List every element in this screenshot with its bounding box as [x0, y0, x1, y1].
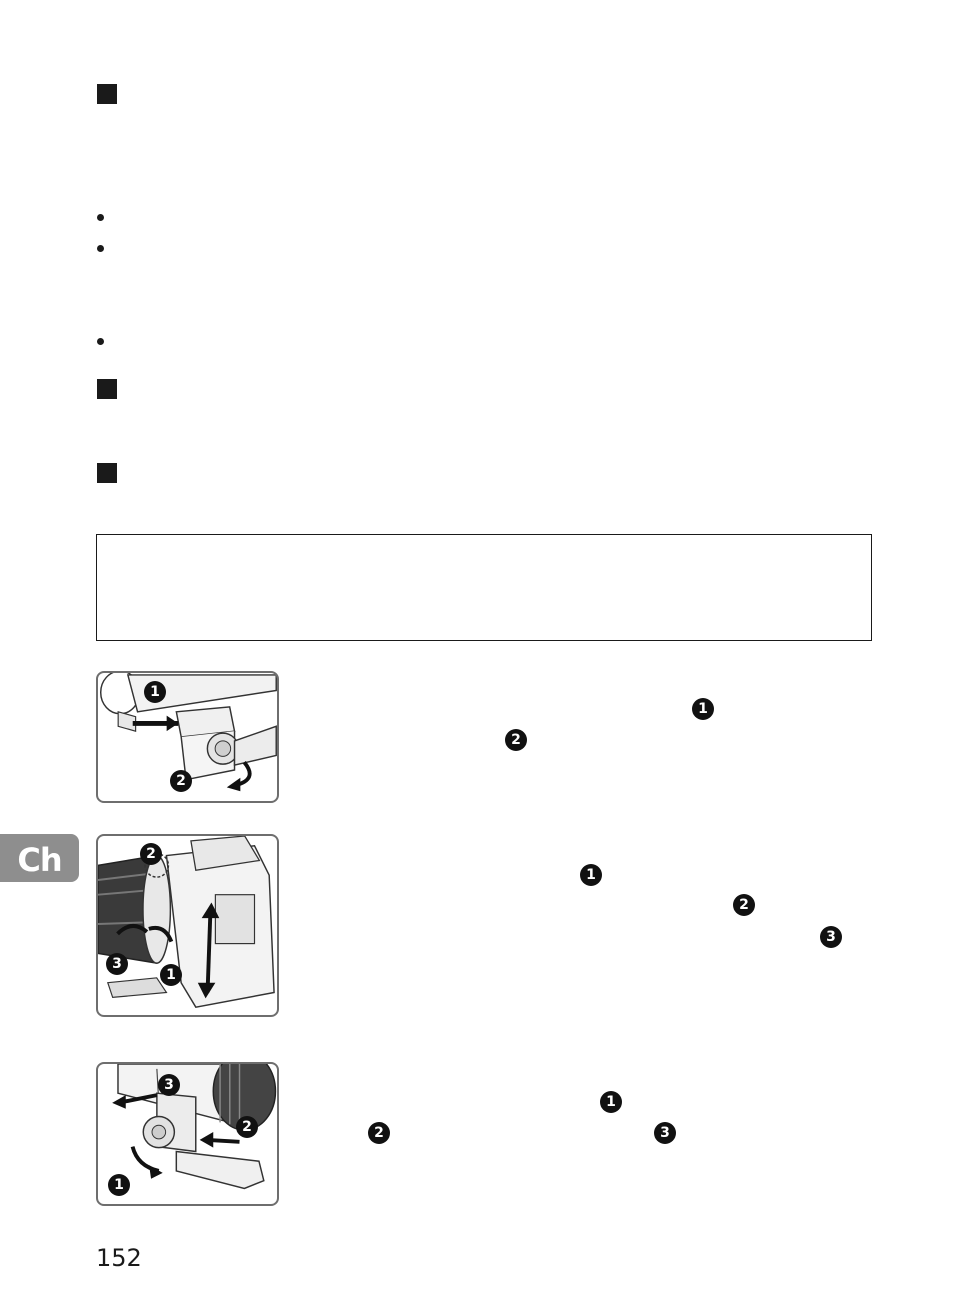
step-marker: 2	[170, 770, 192, 792]
camera-body-illustration	[98, 836, 277, 1015]
step-marker: 2	[236, 1116, 258, 1138]
text-step-marker: 1	[600, 1091, 622, 1113]
text-step-marker: 2	[368, 1122, 390, 1144]
section-marker-square	[97, 463, 117, 483]
figure-attach-tripod-foot	[96, 671, 279, 803]
note-box	[96, 534, 872, 641]
text-step-marker: 2	[505, 729, 527, 751]
section-marker-square	[97, 379, 117, 399]
step-marker: 3	[106, 953, 128, 975]
step-marker: 1	[144, 681, 166, 703]
list-bullet	[97, 245, 104, 252]
page-number: 152	[96, 1244, 142, 1272]
step-marker: 1	[160, 964, 182, 986]
step-marker: 2	[140, 843, 162, 865]
list-bullet	[97, 214, 104, 221]
list-bullet	[97, 338, 104, 345]
text-step-marker: 3	[820, 926, 842, 948]
text-step-marker: 2	[733, 894, 755, 916]
step-marker: 1	[108, 1174, 130, 1196]
figure-attach-camera-body	[96, 834, 279, 1017]
language-tab: Ch	[0, 834, 79, 882]
step-marker: 3	[158, 1074, 180, 1096]
section-marker-square	[97, 84, 117, 104]
text-step-marker: 3	[654, 1122, 676, 1144]
text-step-marker: 1	[580, 864, 602, 886]
figure-detach-tripod-foot	[96, 1062, 279, 1206]
text-step-marker: 1	[692, 698, 714, 720]
